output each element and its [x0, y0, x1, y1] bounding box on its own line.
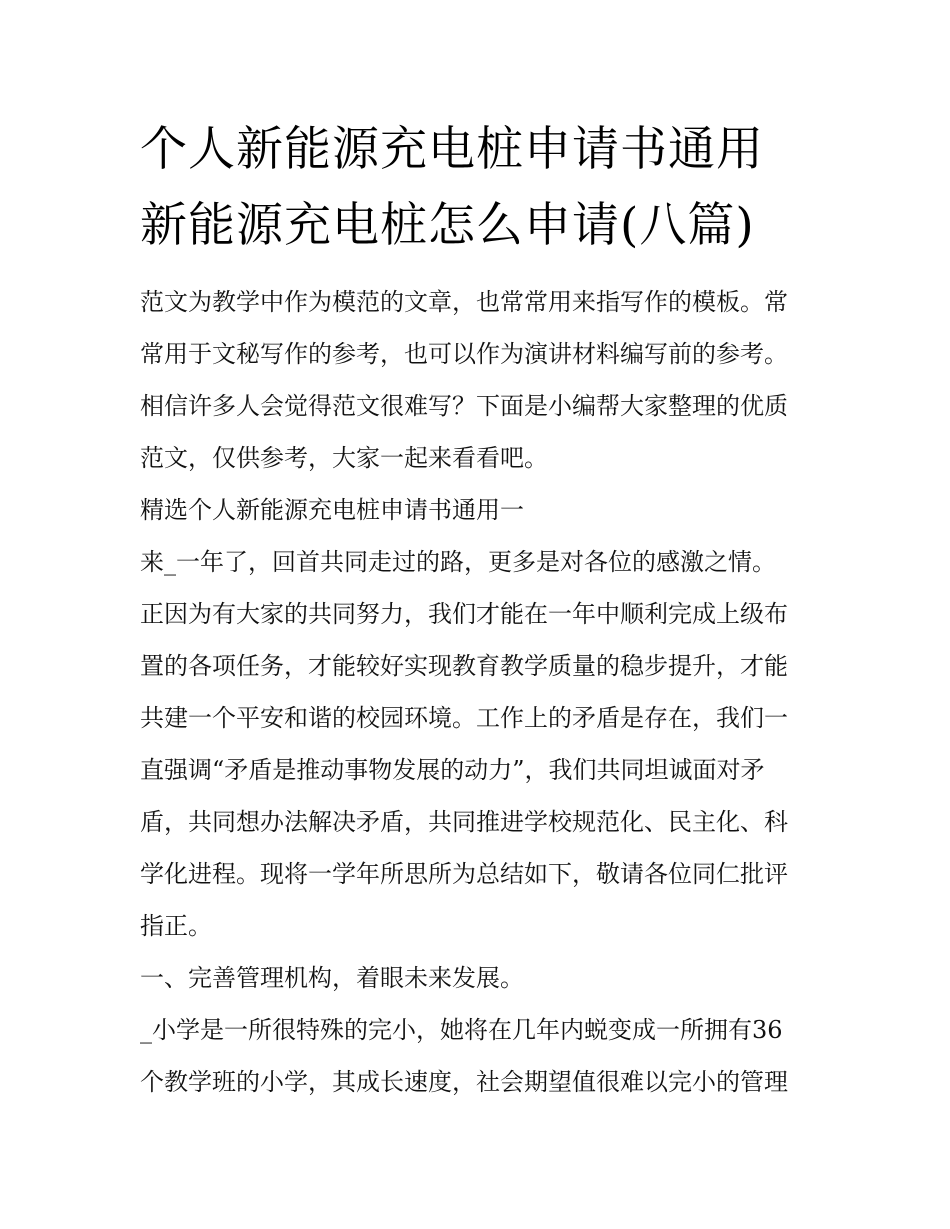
- body-line: 来_一年了，回首共同走过的路，更多是对各位的感激之情。: [140, 548, 776, 576]
- body-line: 范文，仅供参考，大家一起来看看吧。: [140, 444, 548, 472]
- section-heading: 精选个人新能源充电桩申请书通用一: [140, 496, 524, 524]
- title-line-2: 新能源充电桩怎么申请(八篇): [140, 198, 755, 253]
- body-line: 正因为有大家的共同努力，我们才能在一年中顺利完成上级布: [140, 600, 788, 628]
- document-title: [140, 112, 830, 264]
- body-line: 共建一个平安和谐的校园环境。工作上的矛盾是存在，我们一: [140, 704, 788, 732]
- subsection-heading: 一、完善管理机构，着眼未来发展。: [140, 964, 524, 992]
- body-line: 盾，共同想办法解决矛盾，共同推进学校规范化、民主化、科: [140, 808, 788, 836]
- body-line: 学化进程。现将一学年所思所为总结如下，敬请各位同仁批评: [140, 860, 788, 888]
- body-line: 范文为教学中作为模范的文章，也常常用来指写作的模板。常: [140, 288, 788, 316]
- body-line: 常用于文秘写作的参考，也可以作为演讲材料编写前的参考。: [140, 340, 788, 368]
- body-line: _小学是一所很特殊的完小，她将在几年内蜕变成一所拥有36: [140, 1016, 783, 1044]
- body-line: 置的各项任务，才能较好实现教育教学质量的稳步提升，才能: [140, 652, 788, 680]
- document-body: [140, 284, 820, 1116]
- body-line: 指正。: [140, 912, 212, 940]
- title-line-1: 个人新能源充电桩申请书通用: [140, 122, 764, 177]
- body-line: 个教学班的小学，其成长速度，社会期望值很难以完小的管理: [140, 1068, 788, 1096]
- body-line: 直强调“矛盾是推动事物发展的动力”，我们共同坦诚面对矛: [140, 756, 765, 784]
- body-line: 相信许多人会觉得范文很难写？下面是小编帮大家整理的优质: [140, 392, 788, 420]
